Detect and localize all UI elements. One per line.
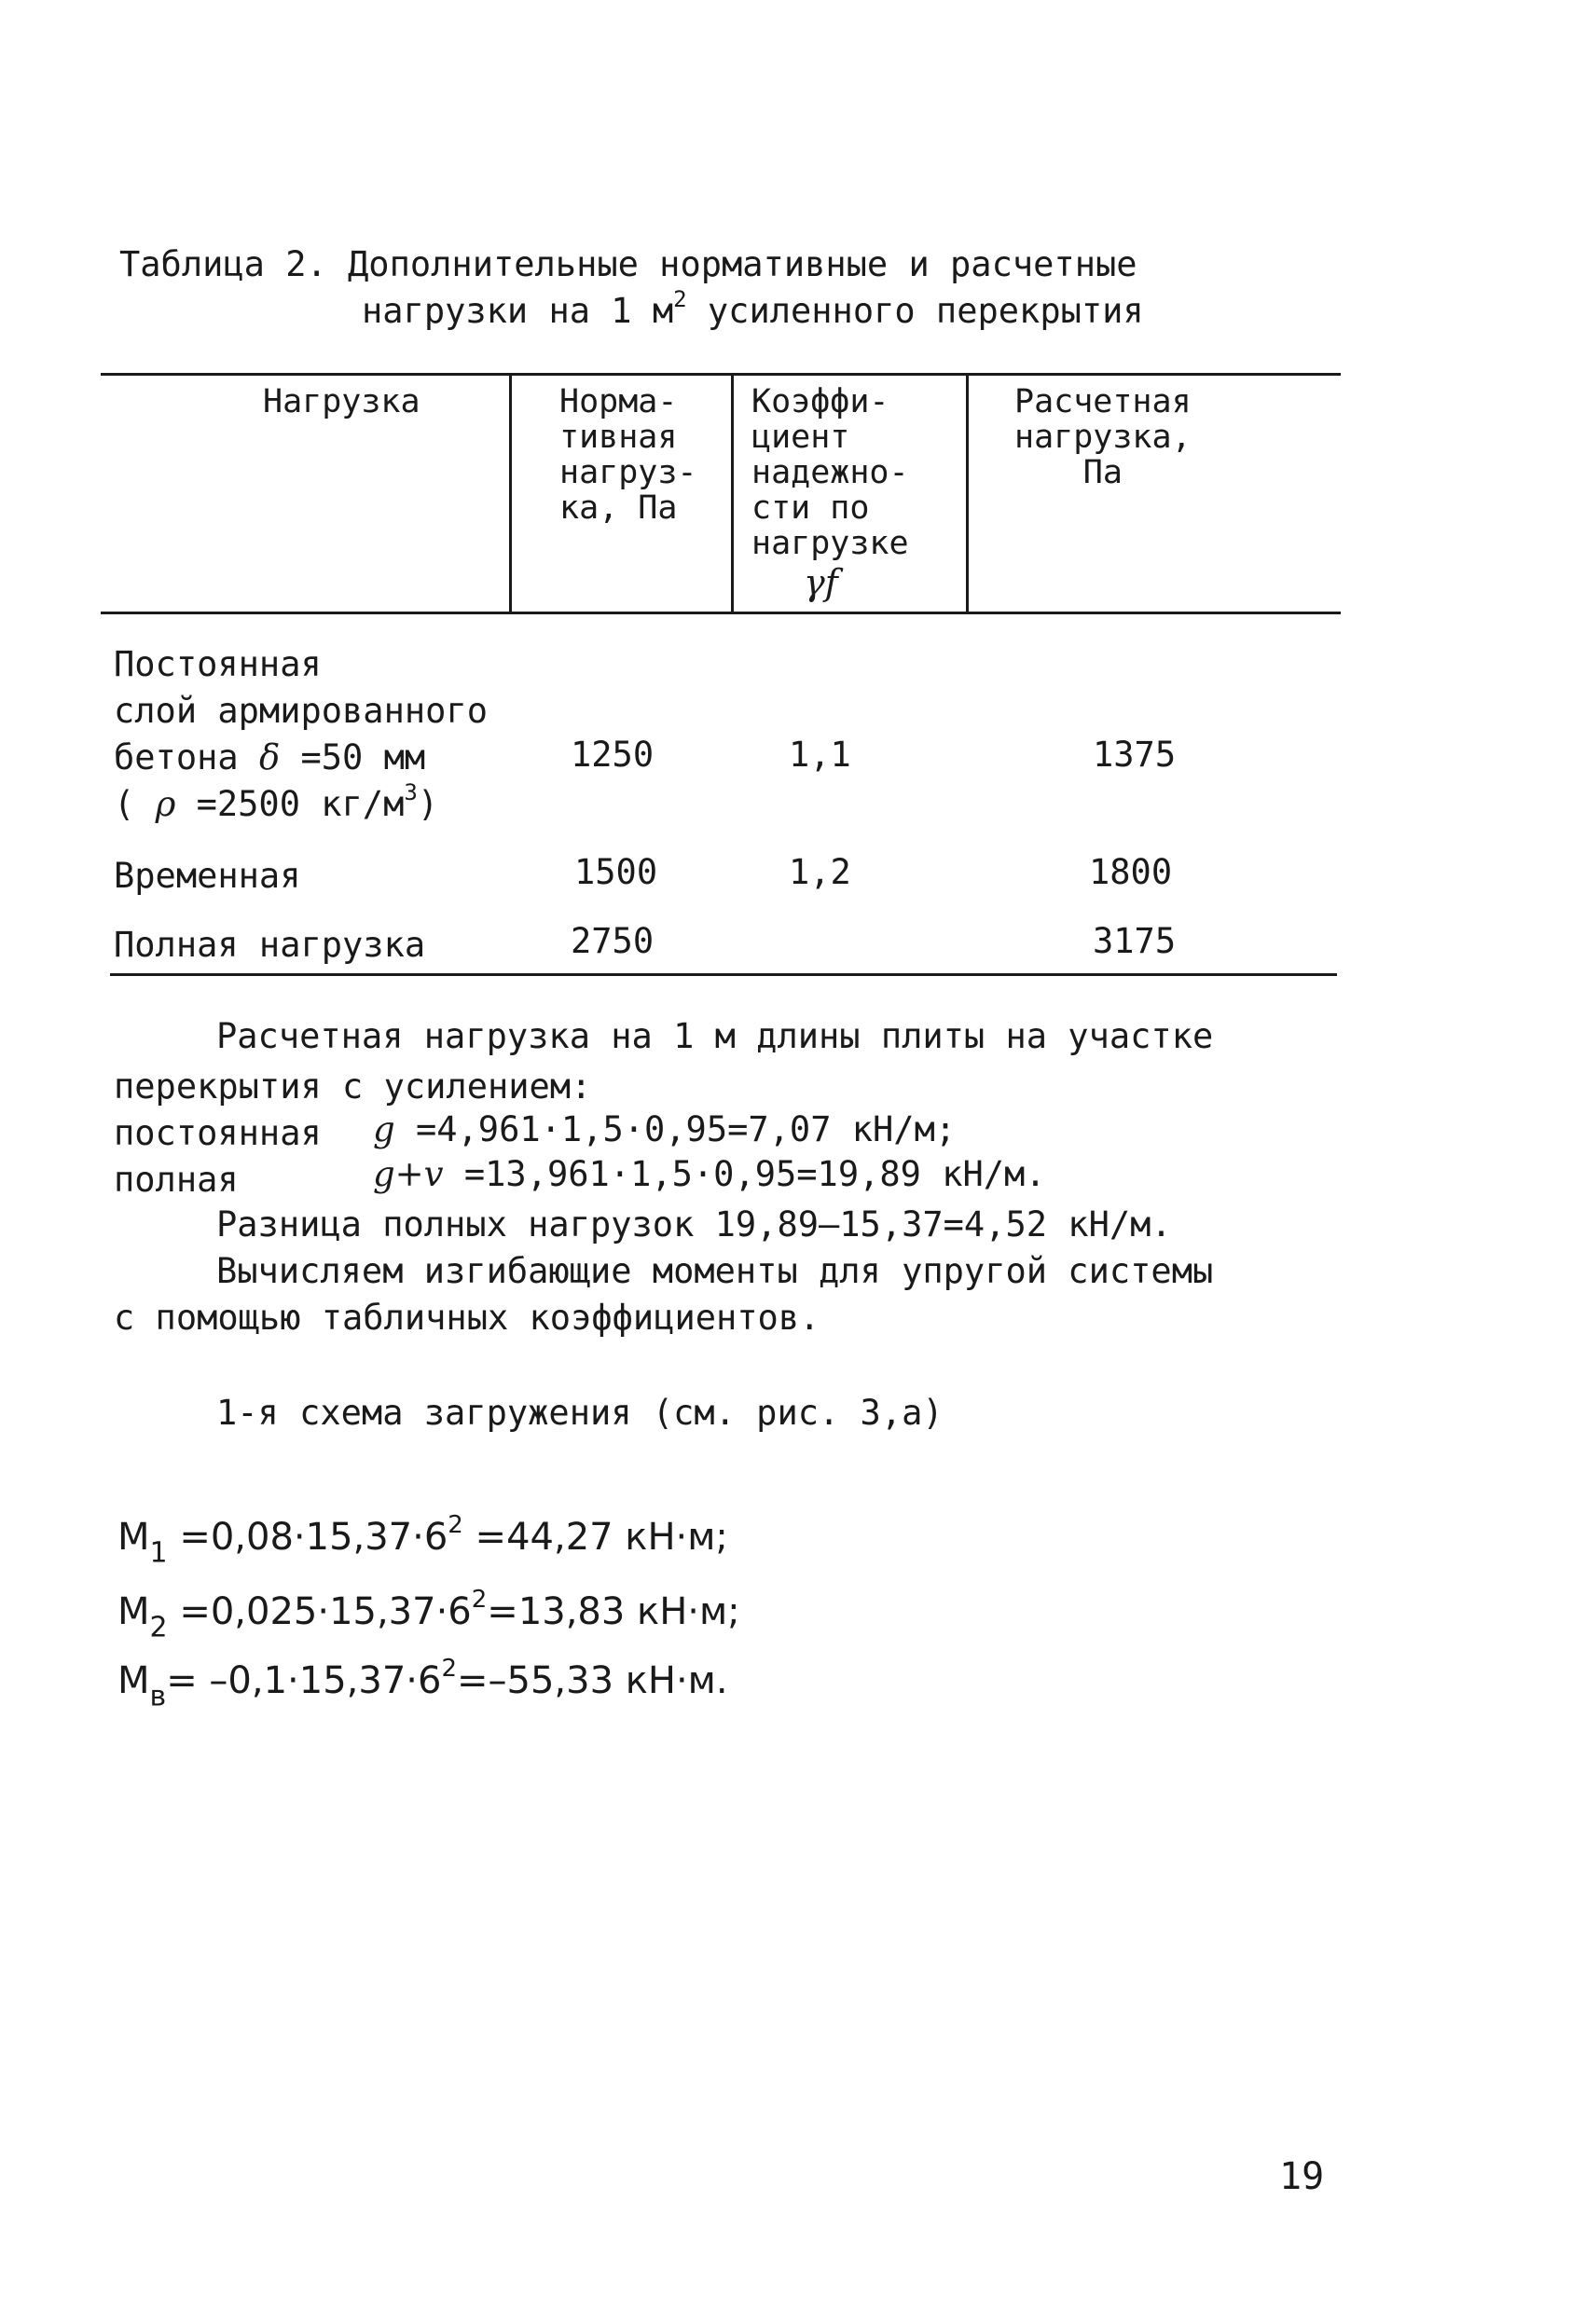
header-coefficient: Коэффи- циент надежно- сти по нагрузке	[751, 383, 909, 562]
row-total-design: 3175	[1093, 921, 1177, 961]
row-temporary-normative: 1500	[574, 852, 658, 892]
row-permanent-coefficient: 1,1	[789, 735, 851, 775]
row-permanent-design: 1375	[1093, 735, 1177, 775]
caption-line2-part1: нагрузки на 1 м	[362, 291, 674, 331]
row-temporary-design: 1800	[1089, 852, 1173, 892]
header-normative: Норма- тивная нагруз- ка, Па	[559, 383, 697, 527]
header-load: Нагрузка	[263, 383, 420, 420]
loading-scheme-heading: 1-я схема загружения (см. рис. 3,а)	[216, 1393, 944, 1433]
row-temporary-coefficient: 1,2	[789, 852, 851, 892]
row-permanent-line1: Постоянная	[114, 644, 322, 684]
load-difference: Разница полных нагрузок 19,89–15,37=4,52 кН/м.	[216, 1204, 1172, 1245]
table-caption-line1: Таблица 2. Дополнительные нормативные и расчетные	[119, 244, 1137, 284]
header-gamma-symbol: γf	[804, 562, 838, 603]
row-permanent-line4: ( ρ =2500 $кг/м^3$)	[114, 779, 439, 824]
permanent-load-label: постоянная	[114, 1113, 322, 1153]
header-design: Расчетная нагрузка, Па	[1014, 383, 1192, 491]
caption-line2-part2: усиленного перекрытия	[686, 291, 1144, 331]
table-column-divider-1	[509, 373, 512, 613]
full-load-label: полная	[114, 1160, 239, 1200]
g-symbol: g	[373, 1109, 395, 1149]
row-permanent-line3: бетона δ =50 мм	[114, 737, 426, 777]
row-permanent-line2: слой армированного	[114, 691, 488, 731]
table-column-divider-2	[731, 373, 734, 613]
moment-formula-2: $M_2 =0,025\cdot 15,37\cdot 6^2=13,83$ кН·м;	[117, 1585, 740, 1644]
paragraph-line2: перекрытия с усилением:	[114, 1066, 592, 1107]
table-column-divider-3	[966, 373, 969, 613]
caption-superscript: 2	[673, 286, 687, 313]
row-temporary-label: Временная	[114, 856, 301, 896]
moment-formula-3: $M_в= -0,1\cdot 15,37\cdot 6^2=-55,33$ кН·м.	[117, 1654, 728, 1713]
full-load-formula: g+v =13,961·1,5·0,95=19,89 кН/м.	[373, 1154, 1046, 1194]
table-caption-line2	[362, 286, 1144, 331]
rho-symbol: ρ	[155, 784, 176, 824]
delta-symbol: δ	[258, 737, 281, 777]
moment-formula-1: $M_1 =0,08\cdot 15,37\cdot 6^2 =44,27$ кН·м;	[117, 1510, 728, 1570]
row-permanent-normative: 1250	[571, 735, 655, 775]
row-total-normative: 2750	[571, 921, 655, 961]
table-top-rule	[101, 373, 1341, 376]
moments-text-line1: Вычисляем изгибающие моменты для упругой системы	[216, 1251, 1214, 1291]
row-total-label: Полная нагрузка	[114, 925, 426, 965]
row-permanent-label	[114, 641, 488, 828]
g-plus-v-symbol: g+v	[373, 1154, 444, 1194]
moments-text-line2: с помощью табличных коэффициентов.	[114, 1298, 820, 1338]
paragraph-line1: Расчетная нагрузка на 1 м длины плиты на участке	[216, 1016, 1214, 1056]
page-number: 19	[1279, 2155, 1325, 2198]
permanent-load-formula: g =4,961·1,5·0,95=7,07 кН/м;	[373, 1109, 957, 1149]
table-header-rule	[101, 612, 1341, 614]
table-bottom-rule	[110, 973, 1337, 976]
